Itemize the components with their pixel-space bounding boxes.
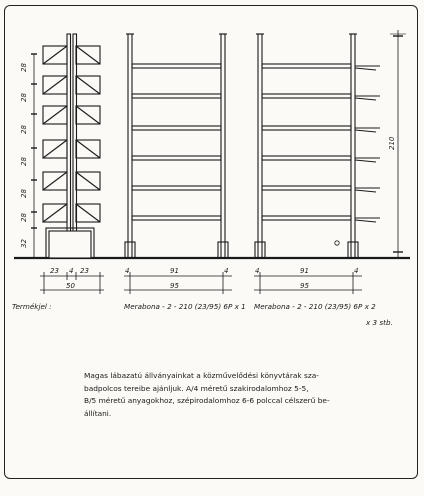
product-1-caption: Merabona - 2 - 210 (23/95) 6P x 1: [124, 302, 246, 311]
product-code-label: Termékjel :: [12, 302, 52, 311]
dim-label-bottom-total: 50: [66, 282, 75, 290]
dim-label-left-5: 28: [20, 189, 28, 198]
description-line: badpolcos tereibe ajánljuk. A/4 méretű szakirodalomhoz 5-5,: [84, 383, 309, 393]
shelf-unit-single-bay: [125, 34, 228, 258]
product-2-caption: Merabona - 2 - 210 (23/95) 6P x 2: [254, 302, 376, 311]
dim-label-total-1: 95: [170, 282, 179, 290]
description-line: állítani.: [84, 408, 112, 418]
dim-label-bottom-c: 23: [80, 267, 89, 275]
dim-label-bottom-b: 4: [69, 267, 74, 275]
dim-label-post-1b: 4: [224, 267, 229, 275]
dim-label-post-1a: 4: [125, 267, 130, 275]
dim-label-left-3: 28: [20, 125, 28, 134]
dim-label-post-2a: 4: [255, 267, 260, 275]
dim-label-inner-2: 91: [300, 267, 309, 275]
dim-label-left-7: 32: [20, 239, 28, 248]
dim-label-left-1: 28: [20, 63, 28, 72]
dim-label-height: 210: [388, 136, 396, 150]
dim-label-post-2b: 4: [354, 267, 359, 275]
description-line: B/5 méretű anyagokhoz, szépirodalomhoz 6-6 polccal célszerű be-: [84, 396, 330, 406]
dim-label-left-2: 28: [20, 93, 28, 102]
dim-label-total-2: 95: [300, 282, 309, 290]
shelf-unit-double-bay: [255, 34, 380, 258]
dim-label-bottom-a: 23: [50, 267, 59, 275]
dim-label-left-4: 28: [20, 157, 28, 166]
description-line: Magas lábazatú állványainkat a közművelődési könyvtárak sza-: [84, 371, 319, 380]
multiplier-caption: x 3 stb.: [366, 318, 393, 327]
dim-label-left-6: 28: [20, 213, 28, 222]
side-view-unit: [31, 34, 100, 258]
dim-label-inner-1: 91: [170, 267, 179, 275]
description-paragraph: [84, 370, 374, 420]
